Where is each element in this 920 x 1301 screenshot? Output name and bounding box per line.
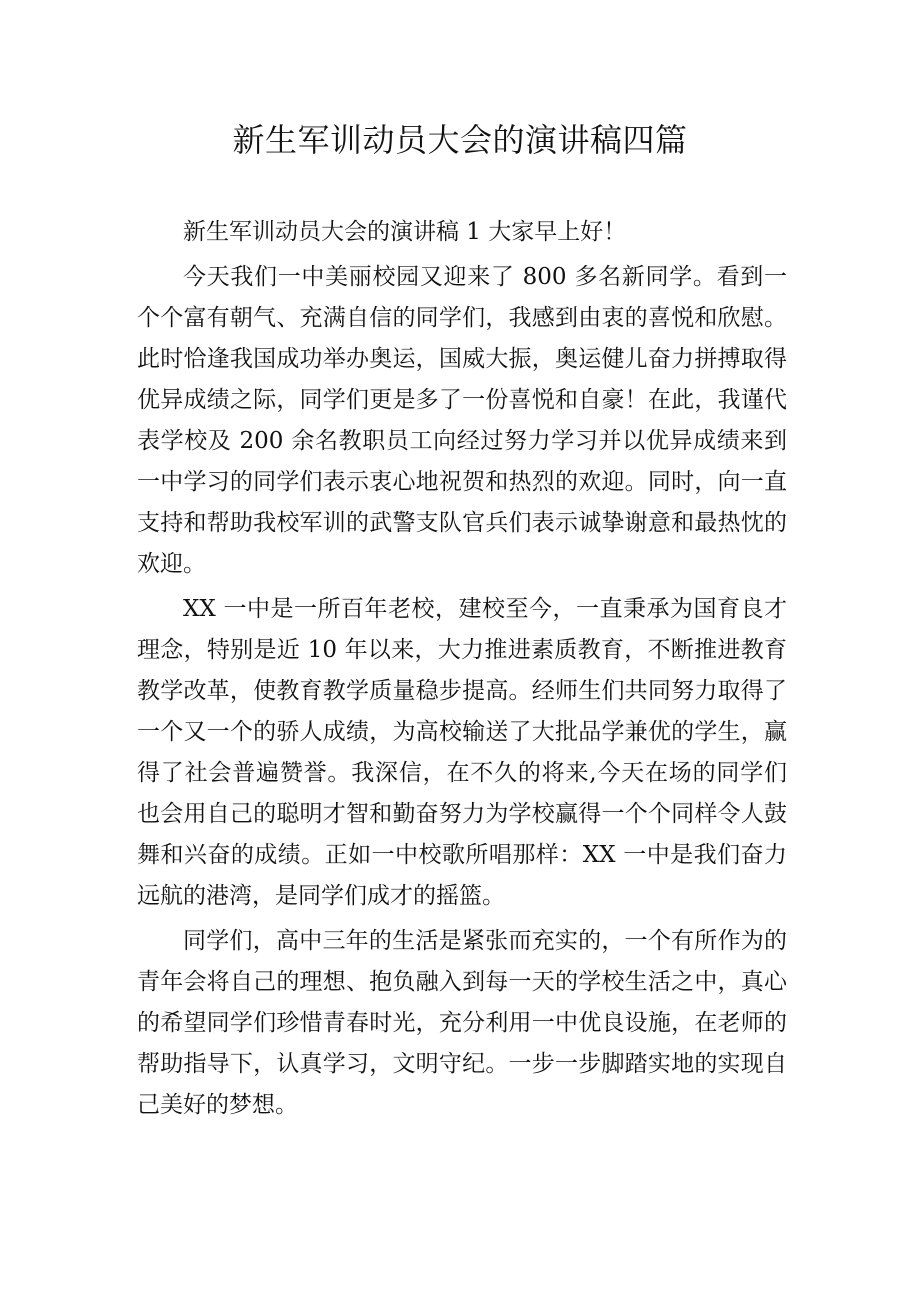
document-body <box>137 212 787 1130</box>
document-title: 新生军训动员大会的演讲稿四篇 <box>232 121 688 159</box>
paragraph-encouragement: 同学们，高中三年的生活是紧张而充实的，一个有所作为的青年会将自己的理想、抱负融入到每一天的学校生活之中，真心的希望同学们珍惜青春时光，充分利用一中优良设施，在老师的帮助指导下，认真学习，文明守纪。一步一步脚踏实地的实现自己美好的梦想。 <box>137 928 787 1118</box>
paragraph-school-history: XX 一中是一所百年老校，建校至今，一直秉承为国育良才理念，特别是近 10 年以来，大力推进素质教育，不断推进教育教学改革，使教育教学质量稳步提高。经师生们共同努力取得了一个又一个的骄人成绩，为高校输送了大批品学兼优的学生，赢得了社会普遍赞誉。我深信，在不久的将来,今天在场的同学们也会用自己的聪明才智和勤奋努力为学校赢得一个个同样令人鼓舞和兴奋的成绩。正如一中校歌所唱那样：XX 一中是我们奋力远航的港湾，是同学们成才的摇篮。 <box>137 596 787 909</box>
paragraph-greeting: 新生军训动员大会的演讲稿 1 大家早上好！ <box>183 219 627 245</box>
paragraph-welcome: 今天我们一中美丽校园又迎来了 800 多名新同学。看到一个个富有朝气、充满自信的同学们，我感到由衷的喜悦和欣慰。此时恰逢我国成功举办奥运，国威大振，奥运健儿奋力拼搏取得优异成绩之际，同学们更是多了一份喜悦和自豪！在此，我谨代表学校及 200 余名教职员工向经过努力学习并以优异成绩来到一中学习的同学们表示衷心地祝贺和热烈的欢迎。同时，向一直支持和帮助我校军训的武警支队官兵们表示诚挚谢意和最热忱的欢迎。 <box>137 264 787 577</box>
